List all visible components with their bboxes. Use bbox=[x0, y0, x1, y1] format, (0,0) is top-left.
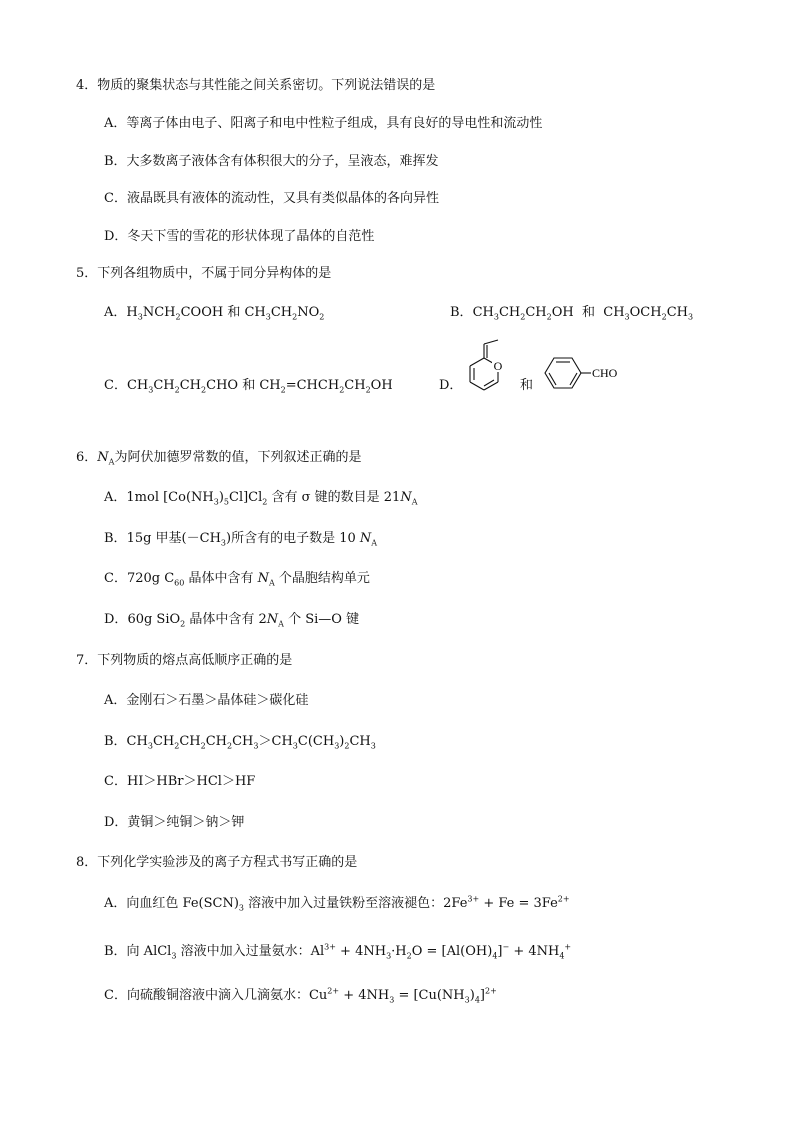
q7-option-c: C．HI＞HBr＞HCl＞HF bbox=[104, 774, 256, 789]
q4-stem: 4．物质的聚集状态与其性能之间关系密切。下列说法错误的是 bbox=[76, 78, 436, 93]
q7-option-b: B．$CH_3CH_2CH_2CH_2CH_3>CH_3C(CH_3)_2CH_3$ bbox=[104, 734, 376, 751]
aldehyde-group-label: CHO bbox=[592, 366, 618, 380]
q4-option-d: D．冬天下雪的雪花的形状体现了晶体的自范性 bbox=[104, 229, 375, 244]
q5-option-c: C．$CH_3CH_2CH_2CHO$ 和 $CH_2=CHCH_2CH_2OH$ bbox=[104, 378, 393, 395]
q8-option-a: A．向血红色 $Fe(SCN)_3$ 溶液中加入过量铁粉至溶液褪色：$2Fe^{3+} + Fe = 3Fe^{2+}$ bbox=[104, 894, 570, 913]
q5-option-d-and: 和 bbox=[520, 378, 534, 393]
benzaldehyde-structure bbox=[535, 352, 621, 394]
q8-option-c: C．向硫酸铜溶液中滴入几滴氨水：$Cu^{2+} + 4NH_3 = [Cu(NH_3)_4]^{2+}$ bbox=[104, 986, 497, 1005]
q7-option-a: A．金刚石＞石墨＞晶体硅＞碳化硅 bbox=[104, 693, 309, 708]
q4-option-b: B．大多数离子液体含有体积很大的分子，呈液态，难挥发 bbox=[104, 154, 439, 169]
q5-option-a: A．$H_3NCH_2COOH$ 和 $CH_3CH_2NO_2$ bbox=[104, 305, 325, 322]
q4-option-c: C．液晶既具有液体的流动性，又具有类似晶体的各向异性 bbox=[104, 191, 439, 206]
q6-stem: 6．$N_A$为阿伏加德罗常数的值，下列叙述正确的是 bbox=[76, 450, 362, 467]
q8-option-b: B．向 AlCl$_3$ 溶液中加入过量氨水：$Al^{3+} + 4NH_3\cdot H_2O = [Al(OH)_4]^- + 4NH_4^+$ bbox=[104, 942, 572, 961]
q7-stem: 7．下列物质的熔点高低顺序正确的是 bbox=[76, 653, 293, 668]
q6-option-d: D．60g SiO$_2$ 晶体中含有 $2N_A$ 个 Si—O 键 bbox=[104, 612, 360, 629]
q5-stem: 5．下列各组物质中，不属于同分异构体的是 bbox=[76, 266, 332, 281]
q5-option-d-label: D． bbox=[439, 378, 463, 393]
q6-option-b: B．15g 甲基$(-CH_3)$所含有的电子数是 10 $N_A$ bbox=[104, 531, 378, 548]
q6-option-a: A．1mol $[Co(NH_3)_5Cl]Cl_2$ 含有 σ 键的数目是 $21N_A$ bbox=[104, 490, 418, 507]
q7-option-d: D．黄铜＞纯铜＞钠＞钾 bbox=[104, 815, 245, 830]
pyran-structure bbox=[458, 338, 514, 396]
q5-option-b: B．$CH_3CH_2CH_2OH$ 和 $CH_3OCH_2CH_3$ bbox=[450, 305, 694, 322]
q8-stem: 8．下列化学实验涉及的离子方程式书写正确的是 bbox=[76, 855, 358, 870]
pyran-oxygen-label: O bbox=[493, 359, 503, 373]
q6-option-c: C．720g $C_{60}$ 晶体中含有 $N_A$ 个晶胞结构单元 bbox=[104, 571, 370, 588]
q4-option-a: A．等离子体由电子、阳离子和电中性粒子组成，具有良好的导电性和流动性 bbox=[104, 116, 543, 131]
